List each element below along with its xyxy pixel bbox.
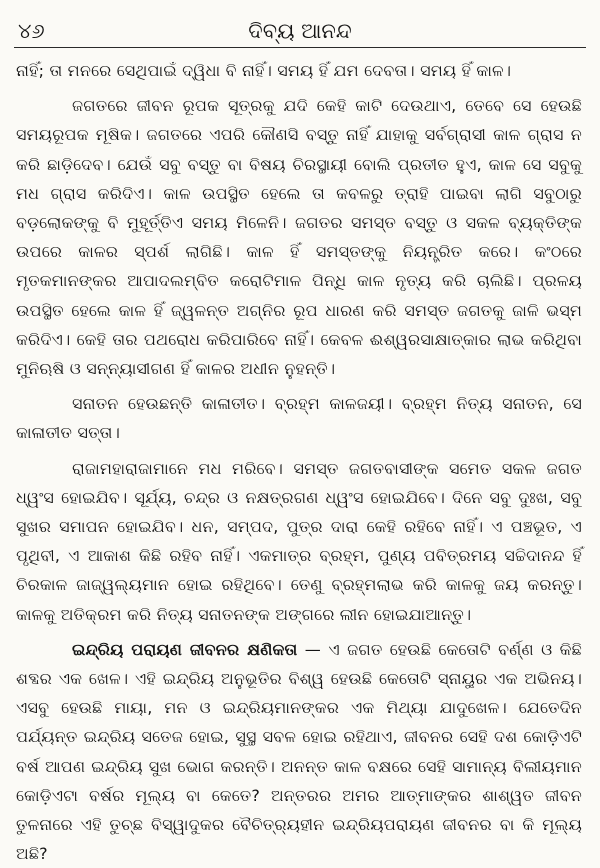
paragraph	[16, 635, 582, 868]
paragraph-text: ନାହିଁ; ତା ମନରେ ସେଥିପାଇଁ ଦ୍ୱିଧା ବି ନାହିଁ। ସମୟ ହିଁ ଯମ ଦେବତା। ସମୟ ହିଁ କାଳ।	[16, 61, 512, 80]
paragraph-continuation	[16, 56, 582, 85]
page-header	[14, 14, 586, 48]
section-lead: ଇନ୍ଦ୍ରିୟ ପରାୟଣ ଜୀବନର କ୍ଷଣିକତା	[72, 639, 298, 659]
paragraph-text: ରାଜାମହାରାଜାମାନେ ମଧ ମରିବେ। ସମସ୍ତ ଜଗତବାସୀଙ୍କ ସମେତ ସକଳ ଜଗତ ଧ୍ୱଂସ ହୋଇଯିବ। ସୂର୍ଯ୍ୟ, ଚନ୍ଦ୍ର ଓ ନକ୍ଷତ୍ରଗଣ ଧ୍ୱଂସ ହୋଇଯିବେ। ଦିନେ ସବୁ ଦୁଃଖ, ସବୁ ସୁଖର ସମାପନ ହୋଇଯିବ। ଧନ, ସମ୍ପଦ, ପୁତ୍ର ଦାରା କେହି ରହିବେ ନାହିଁ। ଏ ପଞ୍ଚଭୂତ, ଏ ପୃଥିବୀ, ଏ ଆକାଶ କିଛି ରହିବ ନାହିଁ। ଏକମାତ୍ର ବ୍ରହ୍ମ, ପୁଣ୍ୟ ପବିତ୍ରମୟ ସଚ୍ଚିଦାନନ୍ଦ ହିଁ ଚିରକାଳ ଜାଜ୍ୱଲ୍ୟମାନ ହୋଇ ରହିଥିବେ। ତେଣୁ ବ୍ରହ୍ମଲାଭ କରି କାଳକୁ ଜୟ କରନ୍ତୁ। କାଳକୁ ଅତିକ୍ରମ କରି ନିତ୍ୟ ସନାତନଙ୍କ ଅଙ୍ଗରେ ଲୀନ ହୋଇଯାଆନ୍ତୁ।	[16, 458, 582, 624]
paragraph	[16, 389, 582, 447]
page-number: ୪୬	[18, 19, 45, 43]
paragraph	[16, 454, 582, 629]
header-rule	[14, 47, 586, 48]
paragraph-text: ଜଗତରେ ଜୀବନ ରୂପକ ସୂତ୍ରକୁ ଯଦି କେହି କାଟି ଦେଉଥାଏ, ତେବେ ସେ ହେଉଛି ସମୟରୂପକ ମୂଷିକ। ଜଗତରେ ଏପରି କୌଣସି ବସ୍ତୁ ନାହିଁ ଯାହାକୁ ସର୍ବଗ୍ରାସୀ କାଳ ଗ୍ରାସ ନ କରି ଛାଡ଼ିଦେବ। ଯେଉଁ ସବୁ ବସ୍ତୁ ବା ବିଷୟ ଚିରସ୍ଥାୟୀ ବୋଲି ପ୍ରତୀତ ହୁଏ, କାଳ ସେ ସବୁକୁ ମଧ ଗ୍ରାସ କରିଦିଏ। କାଳ ଉପସ୍ଥିତ ହେଲେ ତା କବଳରୁ ତ୍ରାହି ପାଇବା ଲାଗି ସବୁଠାରୁ ବଡ଼ଲୋକଙ୍କୁ ବି ମୁହୂର୍ତ୍ତିଏ ସମୟ ମିଳେନି। ଜଗତର ସମସ୍ତ ବସ୍ତୁ ଓ ସକଳ ବ୍ୟକ୍ତିଙ୍କ ଉପରେ କାଳର ସ୍ପର୍ଶ ଲାଗିଛି। କାଳ ହିଁ ସମସ୍ତଙ୍କୁ ନିୟନ୍ତ୍ରିତ କରେ। କଂଠରେ ମୃତକମାନଙ୍କର ଆପାଦଲମ୍ବିତ କରୋଟିମାଳ ପିନ୍ଧି କାଳ ନୃତ୍ୟ କରି ଚାଲିଛି। ପ୍ରଳୟ ଉପସ୍ଥିତ ହେଲେ କାଳ ହିଁ ଜ୍ୱଳନ୍ତ ଅଗ୍ନିର ରୂପ ଧାରଣ କରି ସମସ୍ତ ଜଗତକୁ ଜାଳି ଭସ୍ମ କରିଦିଏ। କେହି ତାର ପଥରୋଧ କରିପାରିବେ ନାହିଁ। କେବଳ ଈଶ୍ୱରସାକ୍ଷାତ୍କାର ଲାଭ କରିଥିବା ମୁନିଋଷି ଓ ସନ୍ନ୍ୟାସୀଗଣ ହିଁ କାଳର ଅଧୀନ ନୁହନ୍ତି।	[16, 96, 582, 379]
paragraph-text: ସନାତନ ହେଉଛନ୍ତି କାଳାତୀତ। ବ୍ରହ୍ମ କାଳଜୟୀ। ବ୍ରହ୍ମ ନିତ୍ୟ ସନାତନ, ସେ କାଳାତୀତ ସତ୍ତା।	[16, 394, 582, 443]
running-title: ଦିବ୍ୟ ଆନନ୍ଦ	[248, 19, 352, 43]
paragraph-text: — ଏ ଜଗତ ହେଉଛି କେତୋଟି ବର୍ଣ୍ଣ ଓ କିଛି ଶବ୍ଦର ଏକ ଖେଳ। ଏହି ଇନ୍ଦ୍ରିୟ ଅନୁଭୂତିର ବିଶ୍ୱ ହେଉଛି କେତୋଟି ସ୍ନାୟୁର ଏକ ଅଭିନୟ। ଏସବୁ ହେଉଛି ମାୟା, ମନ ଓ ଇନ୍ଦ୍ରିୟମାନଙ୍କର ଏକ ମିଥ୍ୟା ଯାଦୁଖେଳ। ଯେତେଦିନ ପର୍ଯ୍ୟନ୍ତ ଇନ୍ଦ୍ରିୟ ସତେଜ ହୋଇ, ସୁସ୍ଥ ସବଳ ହୋଇ ରହିଥାଏ, ଜୀବନର ସେହି ଦଶ କୋଡ଼ିଏଟି ବର୍ଷ ଆପଣ ଇନ୍ଦ୍ରିୟ ସୁଖ ଭୋଗ କରନ୍ତି। ଅନନ୍ତ କାଳ ବକ୍ଷରେ ସେହି ସାମାନ୍ୟ ବିଲୀୟମାନ କୋଡ଼ିଏଟା ବର୍ଷର ମୂଲ୍ୟ ବା କେତେ? ଅନ୍ତରର ଅମର ଆତ୍ମାଙ୍କର ଶାଶ୍ୱତ ଜୀବନ ତୁଳନାରେ ଏହି ତୁଚ୍ଛ ବିସ୍ୱାଦୁକର ବୈଚିତ୍ର୍ୟହୀନ ଇନ୍ଦ୍ରିୟପରାୟଣ ଜୀବନର ବା କି ମୂଲ୍ୟ ଅଛି?	[16, 639, 582, 864]
paragraph	[16, 91, 582, 383]
page-body	[16, 56, 582, 864]
